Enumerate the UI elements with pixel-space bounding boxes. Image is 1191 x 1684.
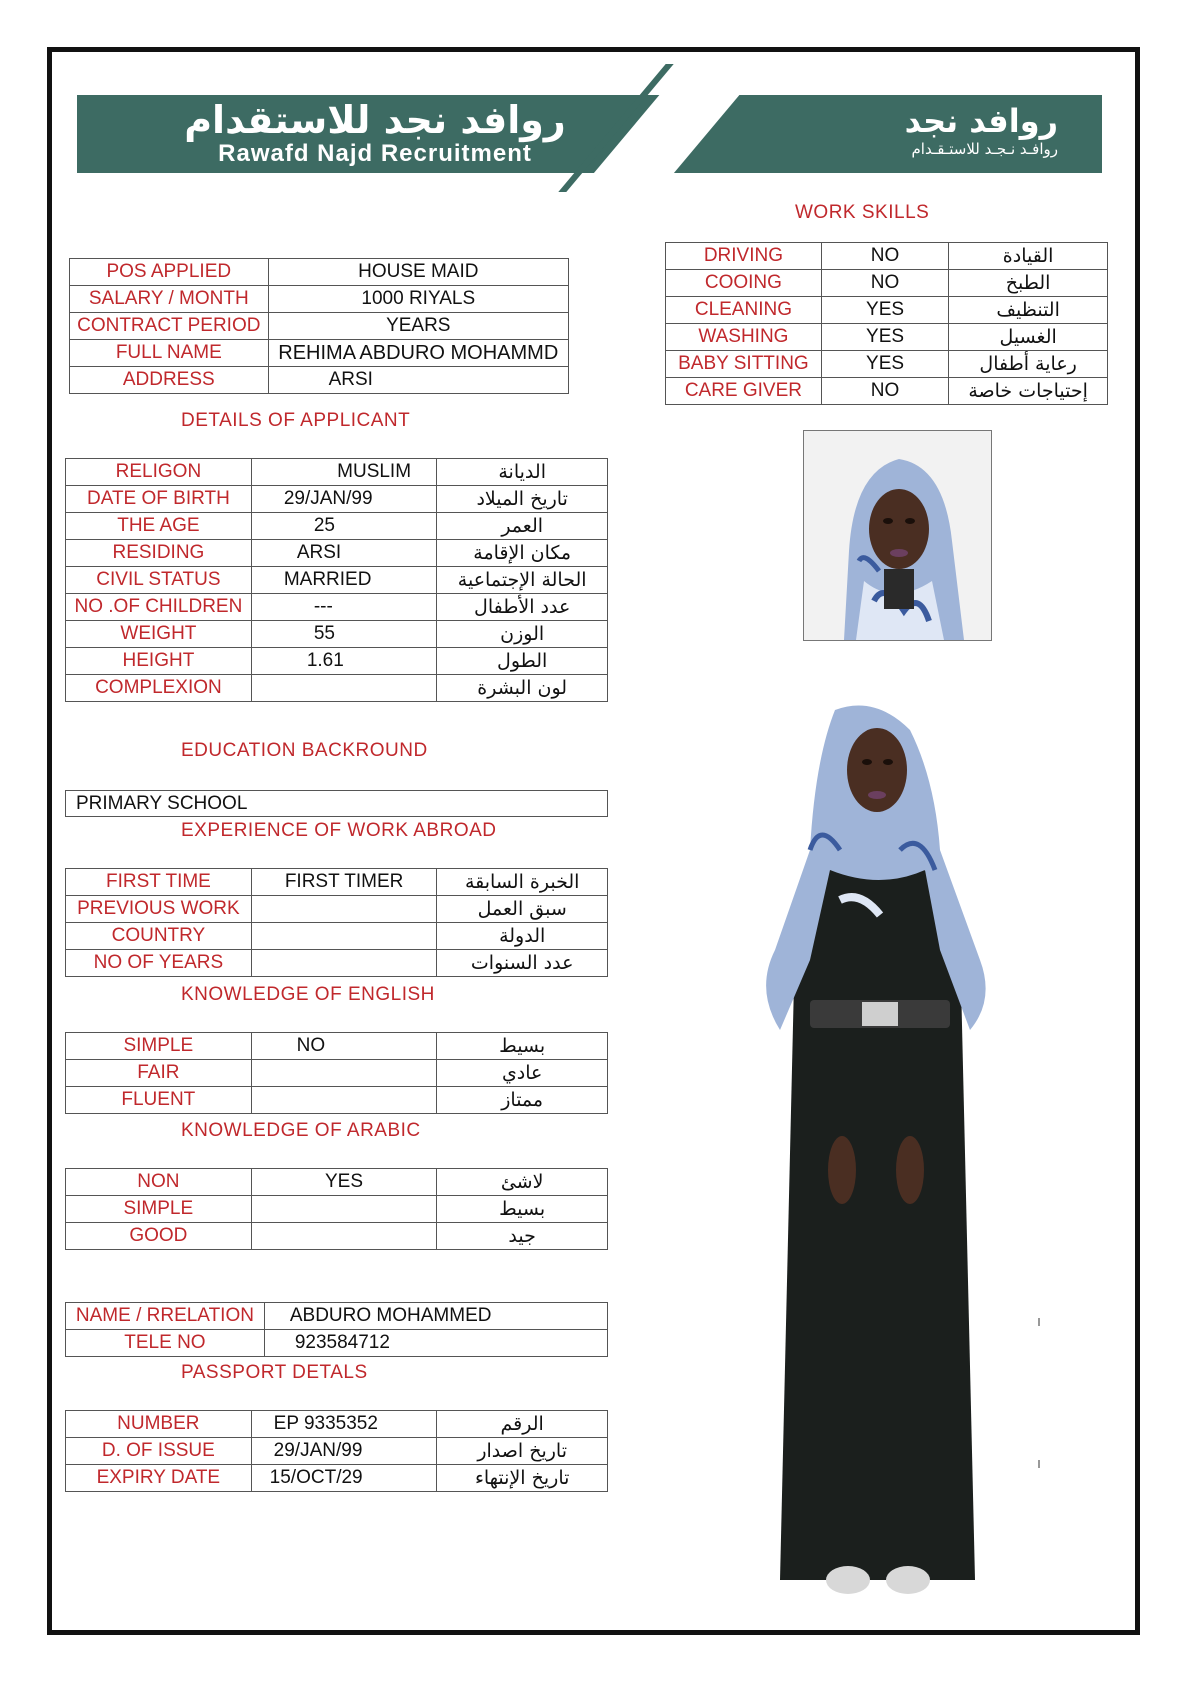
detail-label: COMPLEXION	[66, 675, 252, 702]
field-label: ADDRESS	[70, 367, 269, 394]
arabic-level-value	[251, 1223, 437, 1250]
detail-value: ARSI	[251, 540, 437, 567]
passport-table	[65, 1410, 608, 1492]
arabic-level-label: NON	[66, 1169, 252, 1196]
portrait-illustration	[804, 431, 991, 640]
field-value: 1000 RIYALS	[268, 286, 568, 313]
table-row	[70, 340, 569, 367]
detail-arabic: الوزن	[437, 621, 608, 648]
detail-label: CIVIL STATUS	[66, 567, 252, 594]
application-table	[69, 258, 569, 394]
table-row	[66, 1411, 608, 1438]
table-row	[666, 324, 1108, 351]
english-table	[65, 1032, 608, 1114]
portrait-photo	[803, 430, 992, 641]
detail-label: DATE OF BIRTH	[66, 486, 252, 513]
skill-value: YES	[821, 297, 948, 324]
arabic-level-value: YES	[251, 1169, 437, 1196]
english-label: SIMPLE	[66, 1033, 252, 1060]
skill-label: WASHING	[666, 324, 822, 351]
english-label: FLUENT	[66, 1087, 252, 1114]
table-row	[66, 896, 608, 923]
skill-label: DRIVING	[666, 243, 822, 270]
address-value: ARSI	[268, 367, 568, 394]
detail-label: NO .OF CHILDREN	[66, 594, 252, 621]
skill-arabic: القيادة	[949, 243, 1108, 270]
skill-value: NO	[821, 378, 948, 405]
relation-value: 923584712	[264, 1330, 607, 1357]
passport-heading: PASSPORT DETALS	[181, 1362, 368, 1383]
field-label: FULL NAME	[70, 340, 269, 367]
arabic-level-arabic: بسيط	[437, 1196, 608, 1223]
english-value	[251, 1060, 437, 1087]
details-heading: DETAILS OF APPLICANT	[181, 410, 411, 431]
skill-value: YES	[821, 324, 948, 351]
work-skills-heading: WORK SKILLS	[795, 202, 930, 223]
table-row	[66, 1169, 608, 1196]
skill-arabic: الطبخ	[949, 270, 1108, 297]
arabic-level-arabic: جيد	[437, 1223, 608, 1250]
table-row	[66, 1303, 608, 1330]
skill-label: BABY SITTING	[666, 351, 822, 378]
table-row	[66, 1060, 608, 1087]
table-row	[70, 313, 569, 340]
arabic-level-value	[251, 1196, 437, 1223]
passport-label: EXPIRY DATE	[66, 1465, 252, 1492]
detail-value: 55	[251, 621, 437, 648]
field-label: POS APPLIED	[70, 259, 269, 286]
detail-arabic: العمر	[437, 513, 608, 540]
experience-table	[65, 868, 608, 977]
experience-arabic: الخبرة السابقة	[437, 869, 608, 896]
experience-arabic: الدولة	[437, 923, 608, 950]
table-row	[666, 378, 1108, 405]
full-body-illustration	[740, 700, 1010, 1610]
table-row	[66, 540, 608, 567]
arabic-level-label: SIMPLE	[66, 1196, 252, 1223]
arabic-knowledge-heading: KNOWLEDGE OF ARABIC	[181, 1120, 421, 1141]
stray-mark	[1038, 1460, 1040, 1468]
full-name-value: REHIMA ABDURO MOHAMMD	[268, 340, 568, 367]
table-row	[66, 567, 608, 594]
skill-label: COOING	[666, 270, 822, 297]
field-value: YEARS	[268, 313, 568, 340]
table-row	[666, 297, 1108, 324]
table-row	[70, 367, 569, 394]
passport-arabic: تاريخ الإنتهاء	[437, 1465, 608, 1492]
english-value	[251, 1087, 437, 1114]
detail-arabic: عدد الأطفال	[437, 594, 608, 621]
table-row	[666, 270, 1108, 297]
experience-heading: EXPERIENCE OF WORK ABROAD	[181, 820, 497, 841]
passport-value: EP 9335352	[251, 1411, 437, 1438]
detail-label: HEIGHT	[66, 648, 252, 675]
experience-value	[251, 896, 437, 923]
table-row	[66, 1087, 608, 1114]
applicant-details-table	[65, 458, 608, 702]
full-body-photo	[740, 700, 1010, 1610]
experience-arabic: عدد السنوات	[437, 950, 608, 977]
company-logo-subtext: روافـد نـجـد للاستـقـدام	[911, 140, 1058, 158]
relation-value: ABDURO MOHAMMED	[264, 1303, 607, 1330]
detail-value: ---	[251, 594, 437, 621]
table-row	[66, 923, 608, 950]
detail-arabic: الديانة	[437, 459, 608, 486]
table-row	[66, 1196, 608, 1223]
skill-label: CLEANING	[666, 297, 822, 324]
education-heading: EDUCATION BACKROUND	[181, 740, 428, 761]
table-row	[66, 621, 608, 648]
experience-value	[251, 950, 437, 977]
english-arabic: بسيط	[437, 1033, 608, 1060]
experience-arabic: سبق العمل	[437, 896, 608, 923]
skill-value: YES	[821, 351, 948, 378]
skill-value: NO	[821, 270, 948, 297]
detail-value: MUSLIM	[251, 459, 437, 486]
english-heading: KNOWLEDGE OF ENGLISH	[181, 984, 435, 1005]
detail-value: 29/JAN/99	[251, 486, 437, 513]
skill-arabic: التنظيف	[949, 297, 1108, 324]
skill-value: NO	[821, 243, 948, 270]
table-row	[66, 648, 608, 675]
detail-label: RESIDING	[66, 540, 252, 567]
table-row	[70, 286, 569, 313]
table-row	[66, 869, 608, 896]
detail-label: WEIGHT	[66, 621, 252, 648]
table-row	[66, 950, 608, 977]
experience-label: FIRST TIME	[66, 869, 252, 896]
detail-arabic: مكان الإقامة	[437, 540, 608, 567]
table-row	[66, 1438, 608, 1465]
passport-value: 15/OCT/29	[251, 1465, 437, 1492]
arabic-level-label: GOOD	[66, 1223, 252, 1250]
company-logo: روافد نجد	[904, 102, 1058, 140]
experience-label: PREVIOUS WORK	[66, 896, 252, 923]
table-row	[66, 1330, 608, 1357]
company-title-english: Rawafd Najd Recruitment	[218, 140, 532, 167]
experience-label: COUNTRY	[66, 923, 252, 950]
field-value: HOUSE MAID	[268, 259, 568, 286]
table-row	[66, 594, 608, 621]
table-row	[66, 1465, 608, 1492]
work-skills-table	[665, 242, 1108, 405]
english-value: NO	[251, 1033, 437, 1060]
passport-arabic: تاريخ اصدار	[437, 1438, 608, 1465]
skill-label: CARE GIVER	[666, 378, 822, 405]
passport-value: 29/JAN/99	[251, 1438, 437, 1465]
field-label: CONTRACT PERIOD	[70, 313, 269, 340]
table-row	[66, 513, 608, 540]
table-row	[666, 351, 1108, 378]
experience-value	[251, 923, 437, 950]
detail-label: THE AGE	[66, 513, 252, 540]
table-row	[66, 486, 608, 513]
detail-value	[251, 675, 437, 702]
passport-label: D. OF ISSUE	[66, 1438, 252, 1465]
table-row	[666, 243, 1108, 270]
arabic-level-arabic: لاشئ	[437, 1169, 608, 1196]
detail-arabic: الحالة الإجتماعية	[437, 567, 608, 594]
skill-arabic: إحتياجات خاصة	[949, 378, 1108, 405]
skill-arabic: الغسيل	[949, 324, 1108, 351]
company-title-arabic: روافد نجد للاستقدام	[184, 98, 566, 142]
table-row	[66, 675, 608, 702]
relation-label: NAME / RRELATION	[66, 1303, 265, 1330]
detail-arabic: الطول	[437, 648, 608, 675]
relation-table	[65, 1302, 608, 1357]
education-value: PRIMARY SCHOOL	[65, 790, 608, 817]
table-row	[66, 1033, 608, 1060]
skill-arabic: رعاية أطفال	[949, 351, 1108, 378]
experience-value: FIRST TIMER	[251, 869, 437, 896]
detail-value: 1.61	[251, 648, 437, 675]
table-row	[70, 259, 569, 286]
detail-label: RELIGON	[66, 459, 252, 486]
detail-arabic: تاريخ الميلاد	[437, 486, 608, 513]
detail-value: 25	[251, 513, 437, 540]
relation-label: TELE NO	[66, 1330, 265, 1357]
english-arabic: عادي	[437, 1060, 608, 1087]
table-row	[66, 1223, 608, 1250]
passport-arabic: الرقم	[437, 1411, 608, 1438]
table-row	[66, 459, 608, 486]
stray-mark	[1038, 1318, 1040, 1326]
english-arabic: ممتاز	[437, 1087, 608, 1114]
english-label: FAIR	[66, 1060, 252, 1087]
passport-label: NUMBER	[66, 1411, 252, 1438]
experience-label: NO OF YEARS	[66, 950, 252, 977]
detail-value: MARRIED	[251, 567, 437, 594]
field-label: SALARY / MONTH	[70, 286, 269, 313]
detail-arabic: لون البشرة	[437, 675, 608, 702]
arabic-knowledge-table	[65, 1168, 608, 1250]
